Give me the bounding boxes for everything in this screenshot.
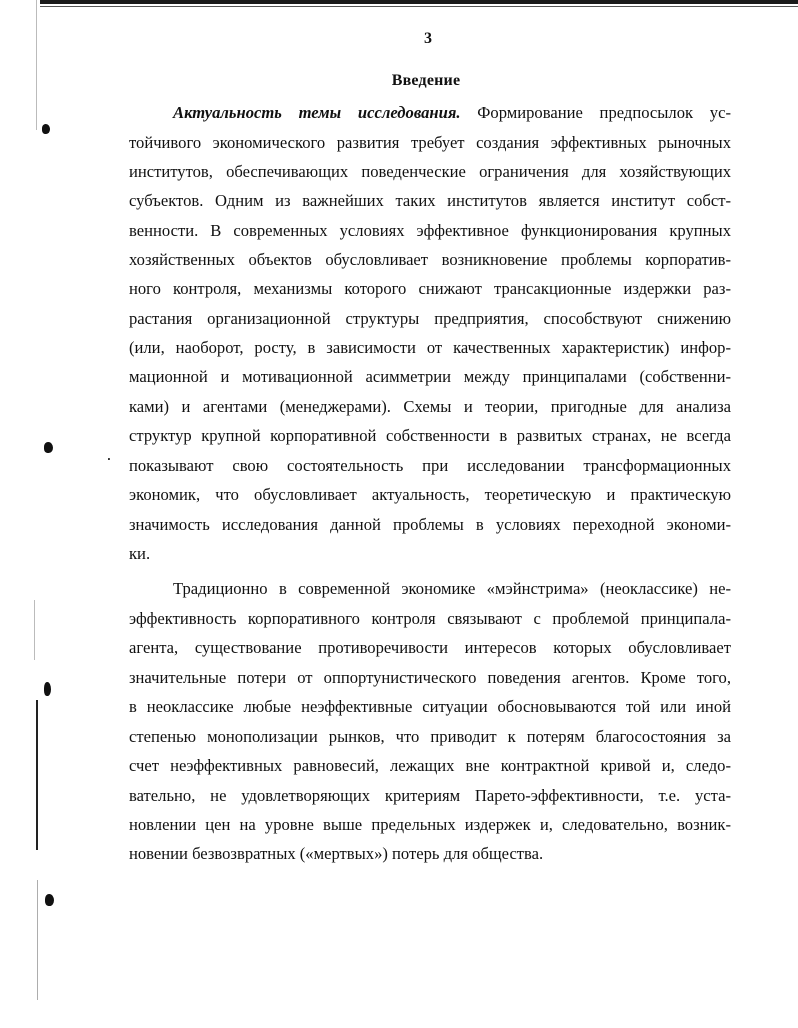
text-line: субъектов. Одним из важнейших таких институтов является институт собст- [129,191,731,210]
text-line [173,102,731,124]
text-line: показывают свою состоятельность при исследовании трансформационных [129,456,731,475]
edge-mark [42,124,50,134]
text-line: степенью монополизации рынков, что приводит к потерям благосостояния за [129,727,731,746]
text-line: новении безвозвратных («мертвых») потерь для общества. [129,844,544,863]
text-line: Традиционно в современной экономике «мэйнстрима» (неоклассике) не- [173,579,731,598]
text-line: счет неэффективных равновесий, лежащих вне контрактной кривой и, следо- [129,756,731,775]
text-line: мационной и мотивационной асимметрии между принципалами (собственни- [129,367,731,386]
text-line: институтов, обеспечивающих поведенческие ограничения для хозяйствующих [129,162,731,181]
text-line: ки. [129,544,151,563]
text-line: хозяйственных объектов обусловливает возникновение проблемы корпоратив- [129,250,731,269]
edge-line [36,700,38,850]
edge-mark [44,442,53,453]
text-line: агента, существование противоречивости интересов которых обусловливает [129,638,731,657]
scan-left-edge [0,0,60,1028]
text-line: в неоклассике любые неэффективные ситуации обосновываются той или иной [129,697,731,716]
text-line: новлении цен на уровне выше предельных издержек и, следовательно, возник- [129,815,731,834]
text-line: ками) и агентами (менеджерами). Схемы и теории, пригодные для анализа [129,397,731,416]
scan-top-border [40,0,798,4]
edge-line [37,880,38,1000]
text-line: растания организационной структуры предприятия, способствуют снижению [129,309,731,328]
text-line: (или, наоборот, росту, в зависимости от качественных характеристик) инфор- [129,338,731,357]
relevance-lead: Актуальность темы исследования. [173,103,461,122]
edge-mark [44,682,51,696]
scan-top-border-thin [40,6,798,7]
text-line: тойчивого экономического развития требует создания эффективных рыночных [129,133,731,152]
edge-mark [45,894,54,906]
text-line: ного контроля, механизмы которого снижают трансакционные издержки раз- [129,279,731,298]
text-line: значимость исследования данной проблемы в условиях переходной экономи- [129,515,731,534]
text-line: вательно, не удовлетворяющих критериям Парето-эффективности, т.е. уста- [129,786,731,805]
text-line: структур крупной корпоративной собственности в развитых странах, не всегда [129,426,731,445]
text-line: экономик, что обусловливает актуальность, теоретическую и практическую [129,485,731,504]
page-number: 3 [424,30,432,47]
edge-line [34,600,35,660]
text-line: значительные потери от оппортунистического поведения агентов. Кроме того, [129,668,731,687]
text-line: венности. В современных условиях эффективное функционирования крупных [129,221,731,240]
section-heading: Введение [391,72,461,89]
edge-mark [108,458,110,460]
text-line: эффективность корпоративного контроля связывают с проблемой принципала- [129,609,731,628]
text-line-content: Формирование предпосылок ус- [460,103,731,122]
edge-line [36,0,37,130]
